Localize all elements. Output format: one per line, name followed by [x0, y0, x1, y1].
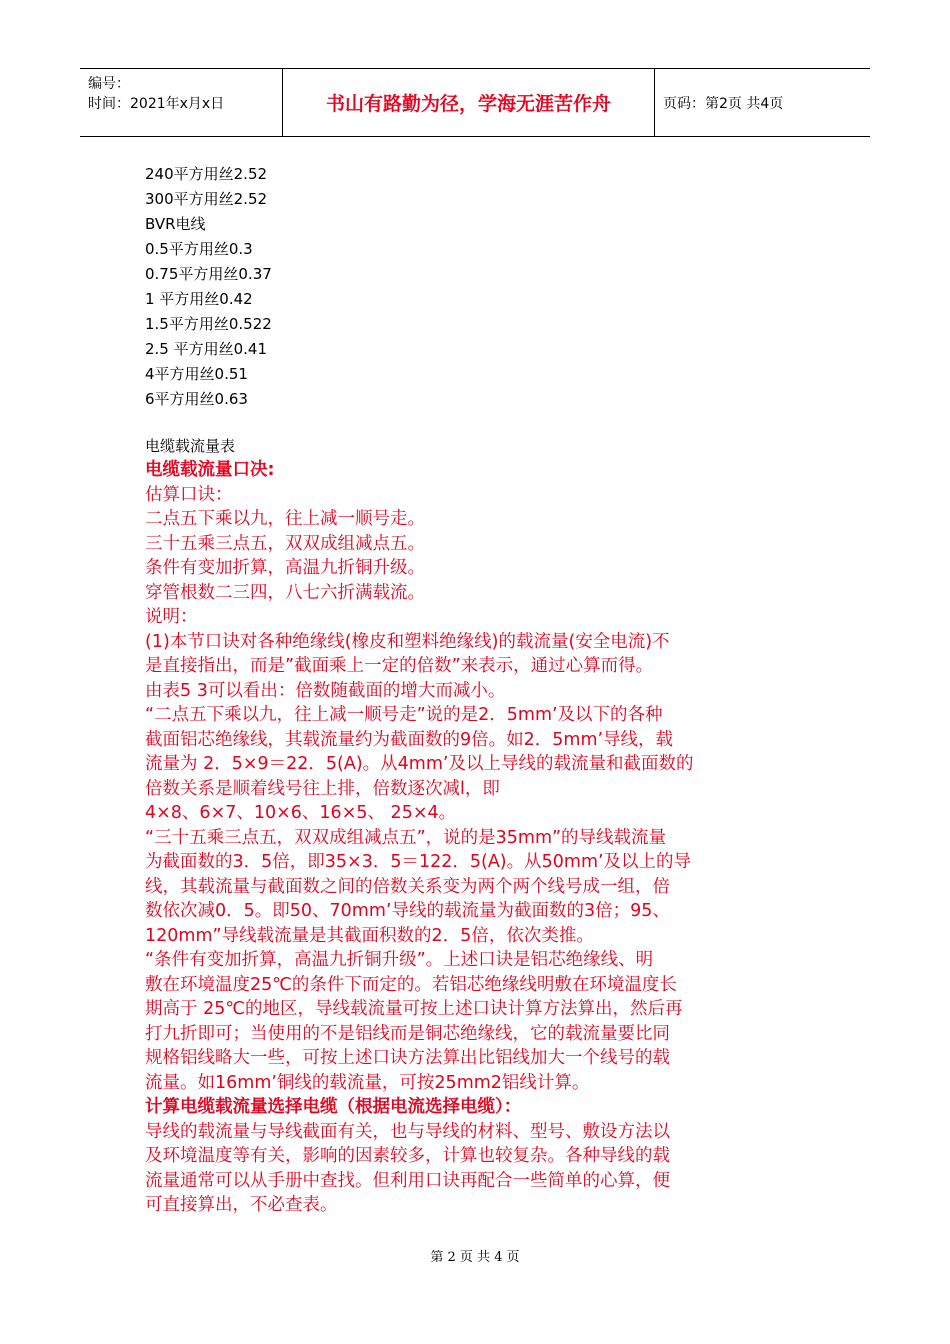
- section-heading: 计算电缆载流量选择电缆（根据电流选择电缆）：: [145, 1097, 522, 1117]
- section-lines: [145, 483, 825, 1096]
- text-line: 4平方用丝0.51: [145, 365, 248, 383]
- text-line: 4×8、6×7、10×6、16×5、 25×4。: [145, 803, 457, 823]
- text-line: 截面铝芯绝缘线，其载流量约为截面数的9倍。如2．5mm’导线，载: [145, 729, 674, 750]
- text-line: 三十五乘三点五，双双成组减点五。: [145, 533, 425, 554]
- text-line: 可直接算出，不必查表。: [145, 1195, 338, 1215]
- text-line: 数依次减0．5。即50、70mm’导线的载流量为截面数的3倍；95、: [145, 901, 670, 921]
- text-line: 穿管根数二三四，八七六折满载流。: [145, 582, 425, 603]
- text-line: 流量。如16mm’铜线的载流量，可按25mm2铝线计算。: [145, 1072, 590, 1093]
- table-title: 电缆载流量表: [145, 437, 236, 455]
- text-line: 估算口诀：: [145, 484, 233, 505]
- header-page-label: 页码：第2页 共4页: [663, 95, 784, 112]
- text-line: (1)本节口诀对各种绝缘线(橡皮和塑料绝缘线)的载流量(安全电流)不: [145, 631, 670, 652]
- text-line: 流量为 2．5×9＝22．5(A)。从4mm’及以上导线的载流量和截面数的: [145, 754, 694, 774]
- text-line: 打九折即可；当使用的不是铝线而是铜芯绝缘线，它的载流量要比同: [145, 1023, 670, 1044]
- text-line: 流量通常可以从手册中查找。但利用口诀再配合一些简单的心算，便: [145, 1170, 670, 1191]
- text-line: “三十五乘三点五，双双成组减点五”，说的是35mm”的导线载流量: [145, 827, 667, 848]
- page-footer: 第 2 页 共 4 页: [430, 1250, 520, 1265]
- text-line: 线，其载流量与截面数之间的倍数关系变为两个两个线号成一组，倍: [145, 876, 670, 897]
- wire-spec-list: [145, 162, 272, 412]
- body-text: [145, 458, 825, 1218]
- text-line: 0.5平方用丝0.3: [145, 240, 253, 258]
- page-header: [80, 68, 870, 137]
- section-heading: 电缆载流量口决:: [145, 460, 275, 480]
- text-line: 为截面数的3．5倍，即35×3．5＝122．5(A)。从50mm’及以上的导: [145, 852, 692, 872]
- header-meta: [88, 74, 224, 114]
- text-line: 120mm”导线载流量是其截面积数的2．5倍，依次类推。: [145, 925, 594, 946]
- text-line: 条件有变加折算，高温九折铜升级。: [145, 558, 425, 578]
- text-line: 倍数关系是顺着线号往上排，倍数逐次减l，即: [145, 778, 500, 799]
- number-label: 编号：: [88, 76, 130, 92]
- text-line: 0.75平方用丝0.37: [145, 265, 272, 283]
- text-line: 240平方用丝2.52: [145, 165, 268, 183]
- text-line: 1.5平方用丝0.522: [145, 315, 272, 333]
- text-line: 6平方用丝0.63: [145, 390, 248, 408]
- text-line: 是直接指出，而是”截面乘上一定的倍数”来表示，通过心算而得。: [145, 656, 654, 676]
- text-line: “条件有变加折算，高温九折铜升级”。上述口诀是铝芯绝缘线、明: [145, 950, 654, 970]
- text-line: 2.5 平方用丝0.41: [145, 340, 268, 358]
- text-line: 导线的载流量与导线截面有关，也与导线的材料、型号、敷设方法以: [145, 1121, 670, 1142]
- header-divider: [654, 69, 655, 136]
- text-line: 敷在环境温度25℃的条件下而定的。若铝芯绝缘线明敷在环境温度长: [145, 974, 677, 995]
- header-motto: 书山有路勤为径，学海无涯苦作舟: [325, 93, 611, 115]
- text-line: 规格铝线略大一些，可按上述口诀方法算出比铝线加大一个线号的载: [145, 1048, 670, 1068]
- text-line: 300平方用丝2.52: [145, 190, 268, 208]
- section-lines: [145, 1120, 825, 1218]
- text-line: “二点五下乘以九，往上减一顺号走”说的是2．5mm’及以下的各种: [145, 705, 663, 725]
- text-line: 1 平方用丝0.42: [145, 290, 253, 308]
- date-label: 时间：2021年x月x日: [88, 96, 225, 112]
- text-line: 二点五下乘以九，往上减一顺号走。: [145, 509, 425, 529]
- text-line: 说明：: [145, 607, 198, 627]
- text-line: BVR电线: [145, 215, 206, 233]
- text-line: 由表5 3可以看出：倍数随截面的增大而减小。: [145, 680, 506, 701]
- text-line: 期高于 25℃的地区，导线载流量可按上述口诀计算方法算出，然后再: [145, 999, 683, 1019]
- text-line: 及环境温度等有关，影响的因素较多，计算也较复杂。各种导线的载: [145, 1146, 670, 1166]
